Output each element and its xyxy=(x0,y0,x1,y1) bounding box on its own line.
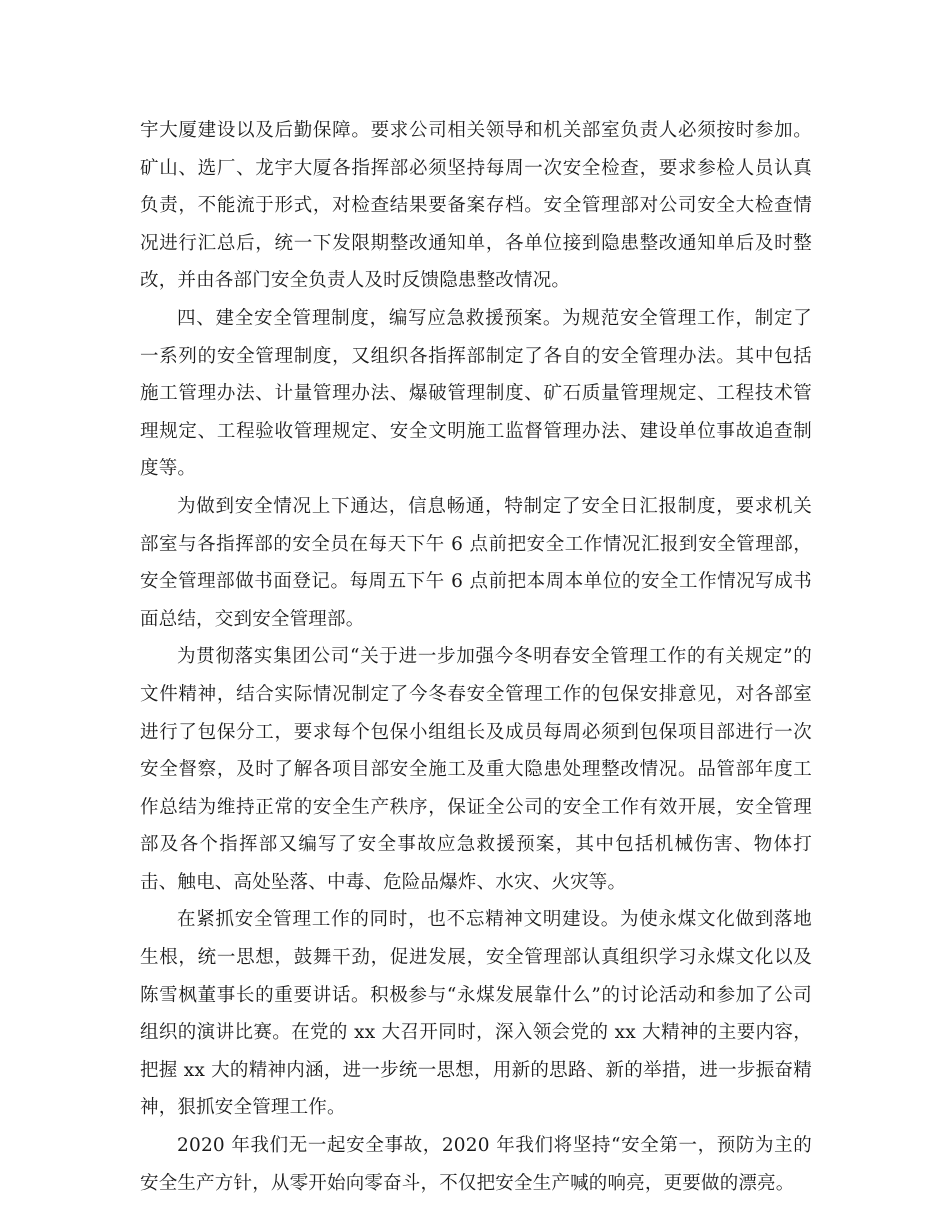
paragraph-safety-system: 四、建全安全管理制度，编写应急救援预案。为规范安全管理工作，制定了一系列的安全管理制度，又组织各指挥部制定了各自的安全管理办法。其中包括施工管理办法、计量管理办法、爆破管理制度、矿石质量管理规定、工程技术管理规定、工程验收管理规定、安全文明施工监督管理办法、建设单位事故追查制度等。 xyxy=(140,307,812,480)
paragraph-conclusion: 2020 年我们无一起安全事故，2020 年我们将坚持“安全第一，预防为主的安全生产方针，从零开始向零奋斗，不仅把安全生产喊的响亮，更要做的漂亮。 xyxy=(140,1135,812,1194)
paragraph-continued: 宇大厦建设以及后勤保障。要求公司相关领导和机关部室负责人必须按时参加。矿山、选厂、龙宇大厦各指挥部必须坚持每周一次安全检查，要求参检人员认真负责，不能流于形式，对检查结果要备案存档。安全管理部对公司安全大检查情况进行汇总后，统一下发限期整改通知单，各单位接到隐患整改通知单后及时整改，并由各部门安全负责人及时反馈隐患整改情况。 xyxy=(140,120,812,292)
paragraph-winter-spring-safety: 为贯彻落实集团公司“关于进一步加强今冬明春安全管理工作的有关规定”的文件精神，结合实际情况制定了今冬春安全管理工作的包保安排意见，对各部室进行了包保分工，要求每个包保小组组长及成员每周必须到包保项目部进行一次安全督察，及时了解各项目部安全施工及重大隐患处理整改情况。品管部年度工作总结为维持正常的安全生产秩序，保证全公司的安全工作有效开展，安全管理部及各个指挥部又编写了安全事故应急救援预案，其中包括机械伤害、物体打击、触电、高处坠落、中毒、危险品爆炸、水灾、火灾等。 xyxy=(140,646,812,893)
paragraph-daily-report: 为做到安全情况上下通达，信息畅通，特制定了安全日汇报制度，要求机关部室与各指挥部的安全员在每天下午 6 点前把安全工作情况汇报到安全管理部，安全管理部做书面登记。每周五下午 6 点前把本周本单位的安全工作情况写成书面总结，交到安全管理部。 xyxy=(140,495,812,630)
document-body xyxy=(140,112,812,1202)
paragraph-culture-building: 在紧抓安全管理工作的同时，也不忘精神文明建设。为使永煤文化做到落地生根，统一思想，鼓舞干劲，促进发展，安全管理部认真组织学习永煤文化以及陈雪枫董事长的重要讲话。积极参与“永煤发展靠什么”的讨论活动和参加了公司组织的演讲比赛。在党的 xx 大召开同时，深入领会党的 xx 大精神的主要内容，把握 xx 大的精神内涵，进一步统一思想，用新的思路、新的举措，进一步振奋精神，狠抓安全管理工作。 xyxy=(140,909,812,1119)
